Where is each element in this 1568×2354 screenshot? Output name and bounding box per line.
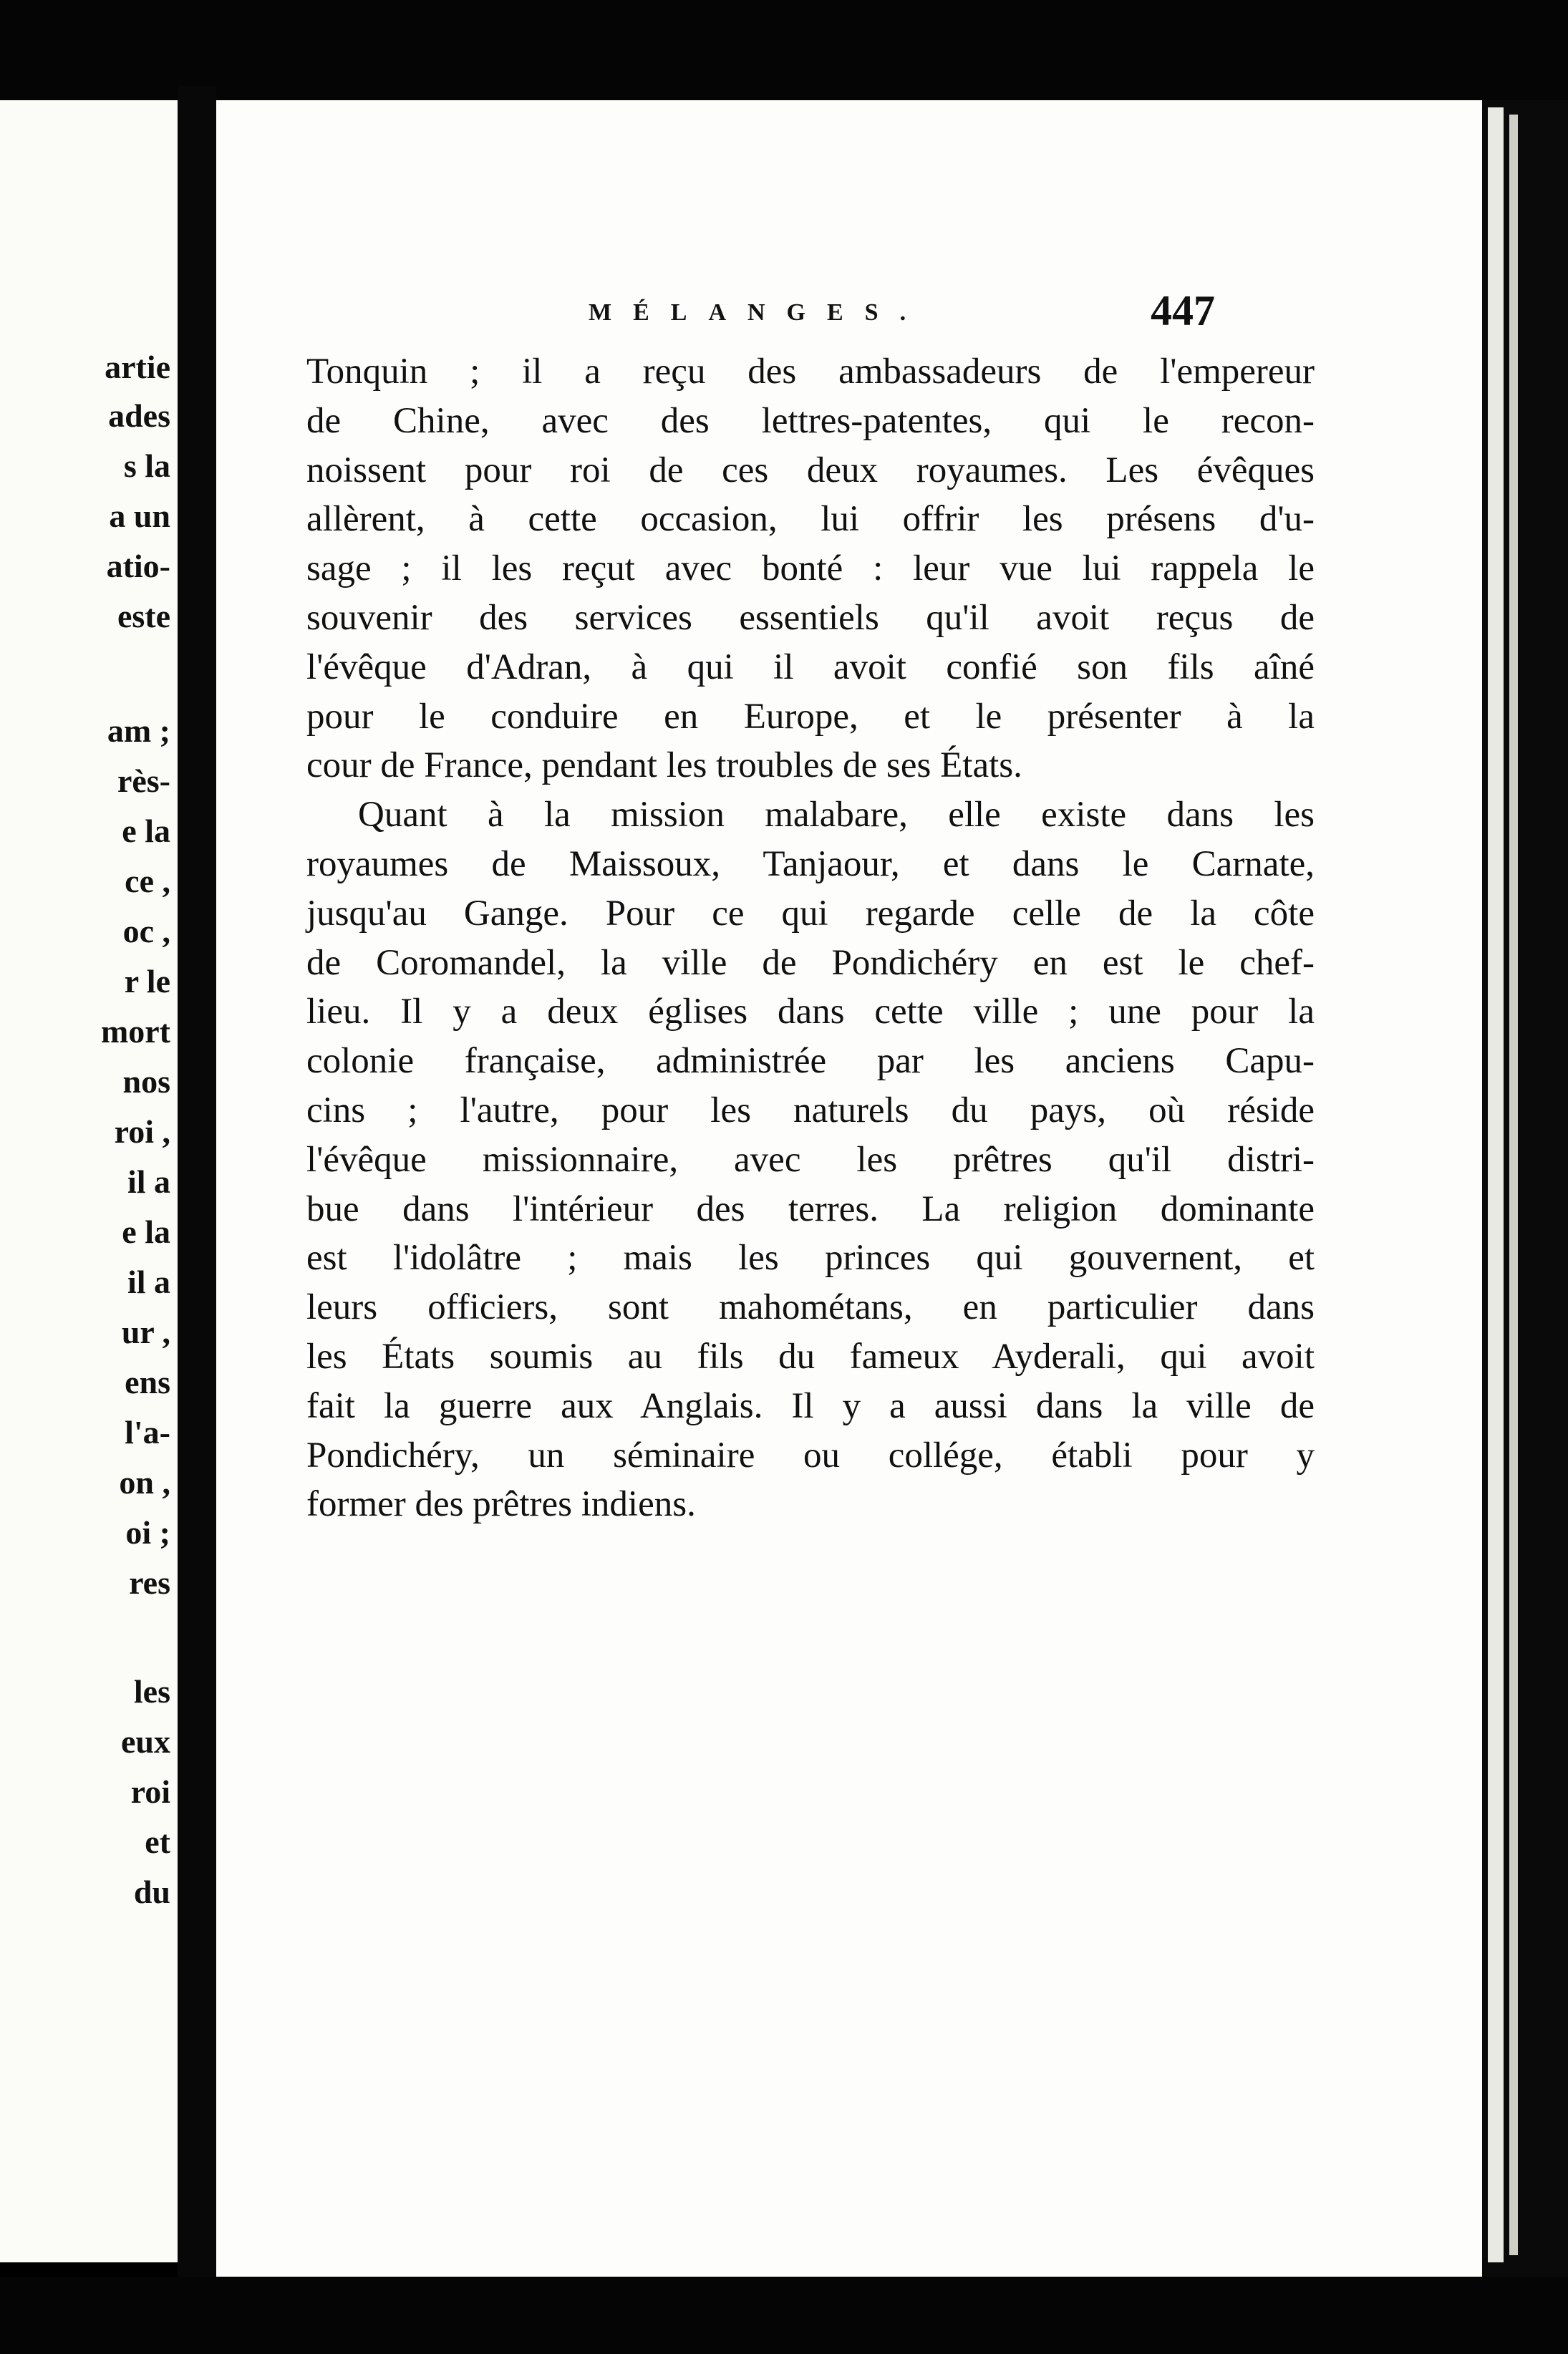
facing-text-fragment: il a — [127, 1264, 170, 1300]
facing-text-fragment: r le — [124, 963, 170, 999]
text-line: est l'idolâtre ; mais les princes qui gouvernent, et — [306, 1238, 1315, 1279]
facing-text-fragment: a un — [109, 498, 170, 534]
facing-text-fragment: et — [145, 1823, 170, 1860]
facing-text-fragment: ens — [125, 1364, 170, 1400]
scan-bottom-border — [0, 2277, 1568, 2354]
text-line: lieu. Il y a deux églises dans cette ville ; une pour la — [306, 992, 1315, 1032]
facing-text-fragment: rès- — [117, 762, 170, 799]
facing-text-fragment: este — [117, 598, 170, 634]
text-line: royaumes de Maissoux, Tanjaour, et dans le Carnate, — [306, 843, 1315, 884]
page-edge-strip — [1509, 115, 1518, 2255]
facing-text-fragment: ce , — [125, 863, 170, 899]
text-line: l'évêque missionnaire, avec les prêtres qu'il distri- — [306, 1139, 1315, 1180]
text-line: pour le conduire en Europe, et le présenter à la — [306, 696, 1315, 737]
facing-text-fragment: oi ; — [125, 1514, 170, 1551]
facing-text-fragment: l'a- — [125, 1414, 170, 1450]
text-line: l'évêque d'Adran, à qui il avoit confié son fils aîné — [306, 646, 1315, 687]
facing-text-fragment: mort — [100, 1013, 170, 1050]
facing-text-fragment: roi , — [114, 1113, 170, 1150]
facing-text-fragment: s la — [123, 447, 170, 484]
text-line: noissent pour roi de ces deux royaumes. Les évêques — [306, 450, 1315, 490]
running-head: MÉLANGES. — [589, 299, 928, 326]
facing-text-fragment: roi — [130, 1773, 170, 1810]
text-line: allèrent, à cette occasion, lui offrir les présens d'u- — [306, 499, 1315, 540]
text-line: cins ; l'autre, pour les naturels du pays, où réside — [306, 1090, 1315, 1130]
text-line: bue dans l'intérieur des terres. La religion dominante — [306, 1188, 1315, 1229]
facing-text-fragment: du — [133, 1874, 170, 1910]
facing-text-fragment: il a — [127, 1163, 170, 1200]
text-line: Tonquin ; il a reçu des ambassadeurs de l'empereur — [306, 352, 1315, 392]
text-line: cour de France, pendant les troubles de ses États. — [306, 745, 1022, 786]
facing-text-fragment: am ; — [107, 712, 170, 749]
facing-text-fragment: eux — [121, 1723, 170, 1760]
text-line: Quant à la mission malabare, elle existe dans les — [358, 795, 1315, 835]
book-gutter — [178, 86, 216, 2277]
text-line: de Coromandel, la ville de Pondichéry en est le chef- — [306, 942, 1315, 983]
text-line: souvenir des services essentiels qu'il avoit reçus de — [306, 597, 1315, 638]
text-line: fait la guerre aux Anglais. Il y a aussi dans la ville de — [306, 1385, 1315, 1426]
scan-top-border — [0, 0, 1568, 100]
body-text — [306, 347, 1315, 1529]
book-page — [216, 100, 1482, 2277]
facing-text-fragment: e la — [122, 1214, 170, 1250]
text-line: Pondichéry, un séminaire ou collége, établi pour y — [306, 1435, 1315, 1476]
facing-text-fragment: artie — [105, 349, 170, 385]
text-line: jusqu'au Gange. Pour ce qui regarde celle de la côte — [306, 893, 1315, 934]
facing-text-fragment: ades — [108, 397, 170, 434]
text-line: de Chine, avec des lettres-patentes, qui le recon- — [306, 400, 1315, 441]
text-line: colonie française, administrée par les anciens Capu- — [306, 1041, 1315, 1082]
facing-text-fragment: e la — [122, 813, 170, 849]
text-line: sage ; il les reçut avec bonté : leur vue lui rappela le — [306, 548, 1315, 589]
page-number: 447 — [1151, 287, 1215, 334]
facing-page-fragment — [0, 100, 178, 2262]
facing-text-fragment: on , — [119, 1464, 170, 1501]
facing-text-fragment: ur , — [121, 1314, 170, 1350]
page-edge-strip — [1488, 107, 1504, 2262]
facing-text-fragment: atio- — [106, 548, 170, 584]
text-line: former des prêtres indiens. — [306, 1484, 696, 1525]
text-line: les États soumis au fils du fameux Ayderali, qui avoit — [306, 1336, 1315, 1377]
text-line: leurs officiers, sont mahométans, en particulier dans — [306, 1287, 1315, 1328]
facing-text-fragment: nos — [122, 1063, 170, 1100]
facing-text-fragment: les — [133, 1673, 170, 1710]
facing-text-fragment: oc , — [122, 913, 170, 949]
facing-text-fragment: res — [129, 1564, 170, 1601]
